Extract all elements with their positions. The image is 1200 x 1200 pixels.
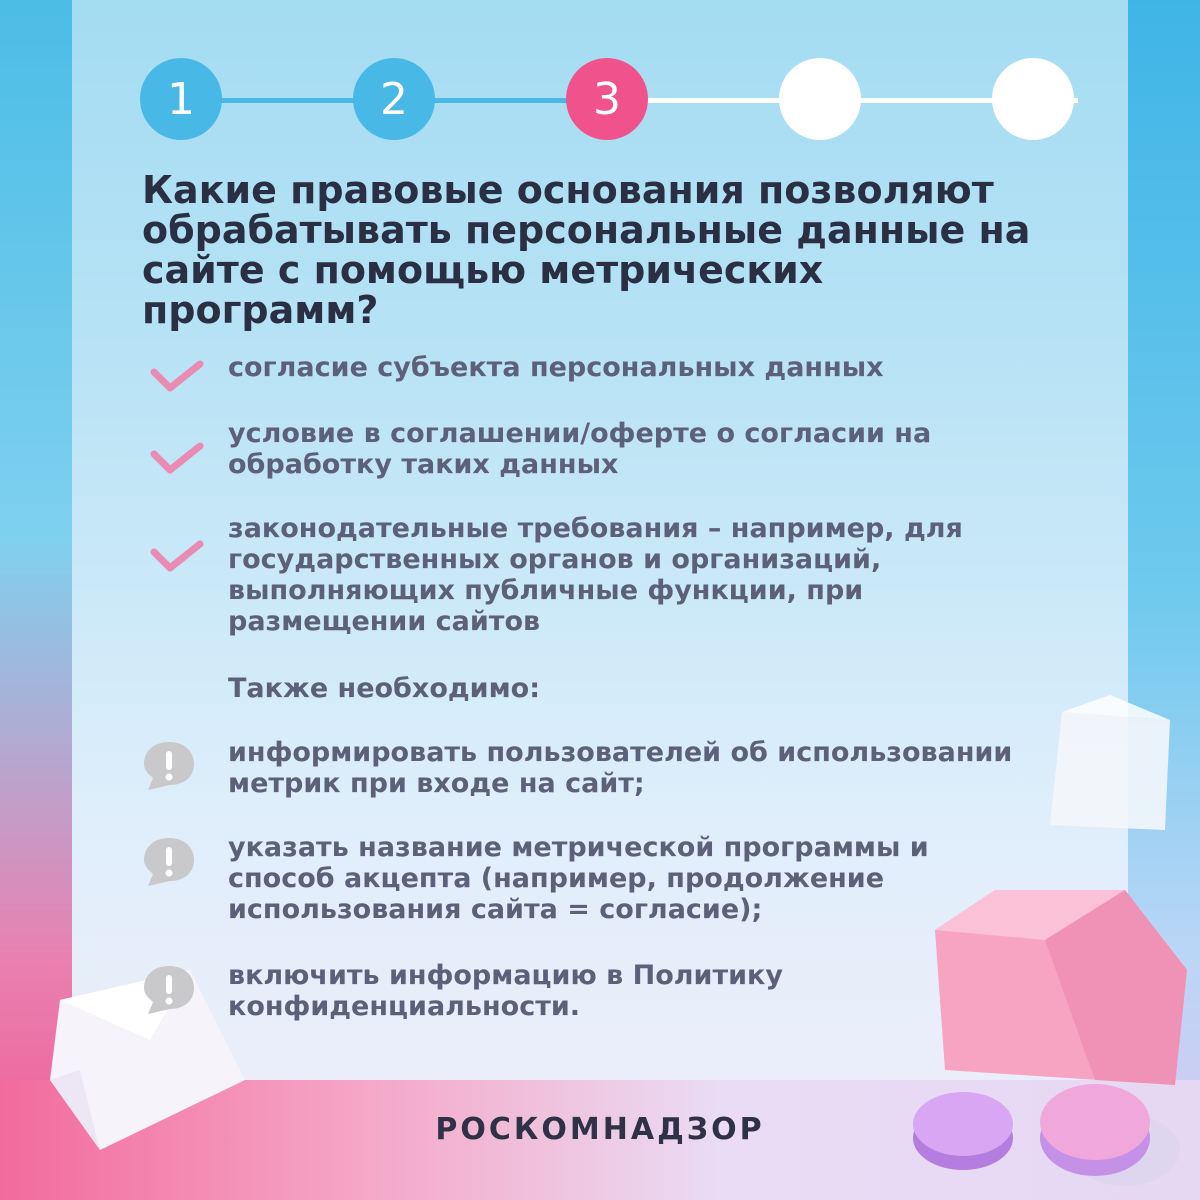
pink-box-decoration	[925, 870, 1200, 1100]
step-3-current: 3	[566, 58, 648, 140]
page-title: Какие правовые основания позволяют обрабатывать персональные данные на сайте с помощью метрических программ?	[142, 168, 1031, 332]
exclamation-icon	[140, 962, 198, 1018]
step-2: 2	[353, 58, 435, 140]
exclamation-icon	[140, 738, 198, 794]
basis-item: законодательные требования – например, для государственных органов и организаций, выполняющих публичные функции, при размещении сайтов	[228, 513, 963, 637]
white-box-decoration	[1040, 690, 1180, 840]
basis-item: согласие субъекта персональных данных	[228, 352, 884, 383]
check-icon	[148, 358, 206, 398]
roskomnadzor-logo: РОСКОМНАДЗОР	[435, 1112, 765, 1147]
basis-item: условие в соглашении/оферте о согласии на обработку таких данных	[228, 418, 932, 480]
step-4	[779, 58, 861, 140]
also-heading: Также необходимо:	[228, 673, 541, 704]
exclamation-icon	[140, 834, 198, 890]
check-icon	[148, 538, 206, 578]
step-5	[992, 58, 1074, 140]
progress-stepper	[140, 58, 1075, 142]
requirement-item: информировать пользователей об использовании метрик при входе на сайт;	[228, 737, 1013, 799]
requirement-item: включить информацию в Политику конфиденциальности.	[228, 960, 783, 1022]
step-1: 1	[140, 58, 222, 140]
check-icon	[148, 440, 206, 480]
requirement-item: указать название метрической программы и способ акцепта (например, продолжение использования сайта = согласие);	[228, 832, 929, 925]
